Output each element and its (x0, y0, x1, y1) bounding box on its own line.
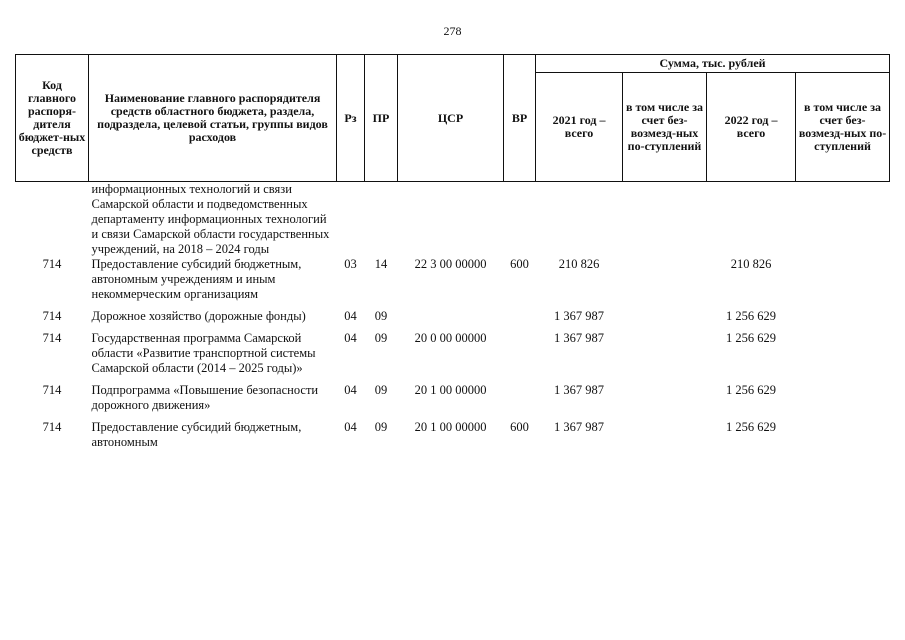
cell-2021-free (623, 420, 707, 450)
cell-2021-free (623, 383, 707, 420)
cell-2021-total: 1 367 987 (554, 331, 604, 345)
header-sum: Сумма, тыс. рублей (536, 55, 890, 73)
cell-code (16, 182, 89, 258)
cell-pr: 09 (374, 331, 388, 345)
cell-csr: 20 1 00 00000 (414, 383, 487, 397)
cell-vr (504, 383, 536, 420)
cell-code: 714 (42, 257, 62, 271)
header-2022-free: в том числе за счет без-возмезд-ных по-ступлений (796, 73, 890, 182)
cell-2022-total: 210 826 (730, 257, 772, 271)
page-number: 278 (443, 24, 462, 38)
cell-rz (337, 182, 365, 258)
cell-name: Подпрограмма «Повышение безопасности дорожного движения» (91, 383, 319, 412)
table-row (16, 420, 890, 450)
cell-2021-total: 1 367 987 (554, 420, 604, 434)
cell-pr: 14 (374, 257, 388, 271)
cell-2021-total: 1 367 987 (554, 309, 604, 323)
cell-vr (504, 309, 536, 331)
header-2021-total: 2021 год – всего (536, 73, 623, 182)
cell-2022-free (796, 257, 890, 309)
cell-name: Предоставление субсидий бюджетным, автономным (91, 420, 302, 449)
cell-code: 714 (42, 309, 62, 323)
table-row (16, 309, 890, 331)
cell-csr (398, 182, 504, 258)
cell-code: 714 (42, 420, 62, 434)
cell-code: 714 (42, 331, 62, 345)
budget-table (15, 54, 890, 450)
cell-vr (504, 182, 536, 258)
cell-csr: 20 1 00 00000 (414, 420, 487, 434)
header-rz: Рз (337, 55, 365, 182)
cell-csr: 22 3 00 00000 (414, 257, 487, 271)
header-row-top (16, 55, 890, 73)
cell-2022-free (796, 309, 890, 331)
cell-rz: 03 (344, 257, 357, 271)
cell-rz: 04 (344, 383, 357, 397)
table-row (16, 383, 890, 420)
header-pr: ПР (365, 55, 398, 182)
header-csr: ЦСР (398, 55, 504, 182)
header-name: Наименование главного распорядителя средств областного бюджета, раздела, подраздела, целевой статьи, группы видов расходов (89, 55, 337, 182)
cell-2022-total: 1 256 629 (726, 420, 776, 434)
cell-2022-free (796, 182, 890, 258)
cell-name: информационных технологий и связи Самарской области и подведомственных департаменту информационных технологий и связи Самарской области государственных учреждений, на 2018 – 2024 годы (91, 182, 330, 256)
cell-2021-total (536, 182, 623, 258)
header-code: Код главного распоря-дителя бюджет-ных средств (16, 55, 89, 182)
cell-2022-total (707, 182, 796, 258)
cell-csr: 20 0 00 00000 (414, 331, 487, 345)
header-2022-total: 2022 год – всего (707, 73, 796, 182)
cell-vr: 600 (510, 257, 529, 271)
cell-2021-free (623, 182, 707, 258)
cell-pr: 09 (374, 309, 388, 323)
cell-2021-free (623, 331, 707, 383)
cell-2022-free (796, 383, 890, 420)
cell-rz: 04 (344, 420, 357, 434)
cell-2021-free (623, 257, 707, 309)
cell-rz: 04 (344, 309, 357, 323)
cell-2021-total: 210 826 (558, 257, 600, 271)
table-row (16, 257, 890, 309)
cell-name: Дорожное хозяйство (дорожные фонды) (91, 309, 306, 323)
table-row (16, 331, 890, 383)
cell-2021-free (623, 309, 707, 331)
cell-2022-free (796, 331, 890, 383)
header-2021-free: в том числе за счет без-возмезд-ных по-ступлений (623, 73, 707, 182)
cell-2022-total: 1 256 629 (726, 309, 776, 323)
cell-vr (504, 331, 536, 383)
cell-vr: 600 (510, 420, 529, 434)
cell-name: Государственная программа Самарской области «Развитие транспортной системы Самарской области (2014 – 2025 годы)» (91, 331, 316, 375)
cell-rz: 04 (344, 331, 357, 345)
table-row (16, 182, 890, 258)
cell-pr: 09 (374, 383, 388, 397)
cell-2022-total: 1 256 629 (726, 383, 776, 397)
cell-2022-total: 1 256 629 (726, 331, 776, 345)
cell-pr (365, 182, 398, 258)
cell-2022-free (796, 420, 890, 450)
cell-2021-total: 1 367 987 (554, 383, 604, 397)
cell-csr (398, 309, 504, 331)
cell-pr: 09 (374, 420, 388, 434)
cell-code: 714 (42, 383, 62, 397)
cell-name: Предоставление субсидий бюджетным, автономным учреждениям и иным некоммерческим организациям (91, 257, 302, 301)
header-vr: ВР (504, 55, 536, 182)
